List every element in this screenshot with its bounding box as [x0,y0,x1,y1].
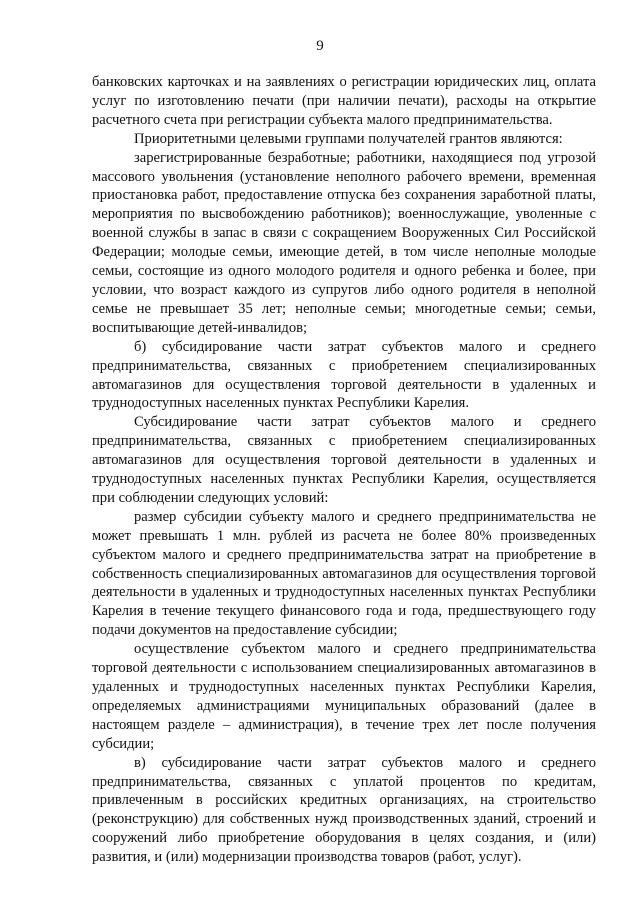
paragraph-item-v: в) субсидирование части затрат субъектов малого и среднего предпринимательства, связанных с уплатой процентов по кредитам, привлеченным в российских кредитных организациях, на строительство (реконструкцию) для собственных нужд производственных зданий, строений и сооружений либо приобретение оборудования в целях создания, и (или) развития, и (или) модернизации производства товаров (работ, услуг). [92,754,596,866]
paragraph-subsidy-conditions-intro: Субсидирование части затрат субъектов малого и среднего предпринимательства, связанных с приобретением специализированных автомагазинов для осуществления торговой деятельности в удаленных и труднодоступных населенных пунктах Республики Карелия, осуществляется при соблюдении следующих условий: [92,414,596,506]
paragraph-item-b: б) субсидирование части затрат субъектов малого и среднего предпринимательства, связанных с приобретением специализированных автомагазинов для осуществления торговой деятельности в удаленных и труднодоступных населенных пунктах Республики Карелия. [92,338,596,412]
paragraph-subsidy-size-condition: размер субсидии субъекту малого и среднего предпринимательства не может превышать 1 млн. рублей из расчета не более 80% произведенных субъектом малого и среднего предпринимательства затрат на приобретение в собственность специализированных автомагазинов для осуществления торговой деятельности в удаленных и труднодоступных населенных пунктах Республики Карелия в течение текущего финансового года и года, предшествующего году подачи документов на предоставление субсидии; [92,508,596,639]
paragraph-continuation: банковских карточках и на заявлениях о регистрации юридических лиц, оплата услуг по изготовлению печати (при наличии печати), расходы на открытие расчетного счета при регистрации субъекта малого предпринимательства. [92,74,596,128]
paragraph-priority-groups-list: зарегистрированные безработные; работники, находящиеся под угрозой массового увольнения (установление неполного рабочего времени, временная приостановка работ, предоставление отпуска без сохранения заработной платы, мероприятия по высвобождению работников); военнослужащие, уволенные с военной службы в запас в связи с сокращением Вооруженных Сил Российской Федерации; молодые семьи, имеющие детей, в том числе неполные молодые семьи, состоящие из одного молодого родителя и одного ребенка и более, при условии, что возраст каждого из супругов либо одного родителя в неполной семье не превышает 35 лет; неполные семьи; многодетные семьи; семьи, воспитывающие детей-инвалидов; [92,149,596,336]
paragraph-trade-activity-condition: осуществление субъектом малого и среднего предпринимательства торговой деятельности с использованием специализированных автомагазинов в удаленных и труднодоступных населенных пунктах Республики Карелия, определяемых администрациями муниципальных образований (далее в настоящем разделе – администрация), в течение трех лет после получения субсидии; [92,641,596,752]
paragraph-priority-groups-intro: Приоритетными целевыми группами получателей грантов являются: [134,130,563,147]
page-number: 9 [316,38,324,54]
document-body [92,73,596,867]
